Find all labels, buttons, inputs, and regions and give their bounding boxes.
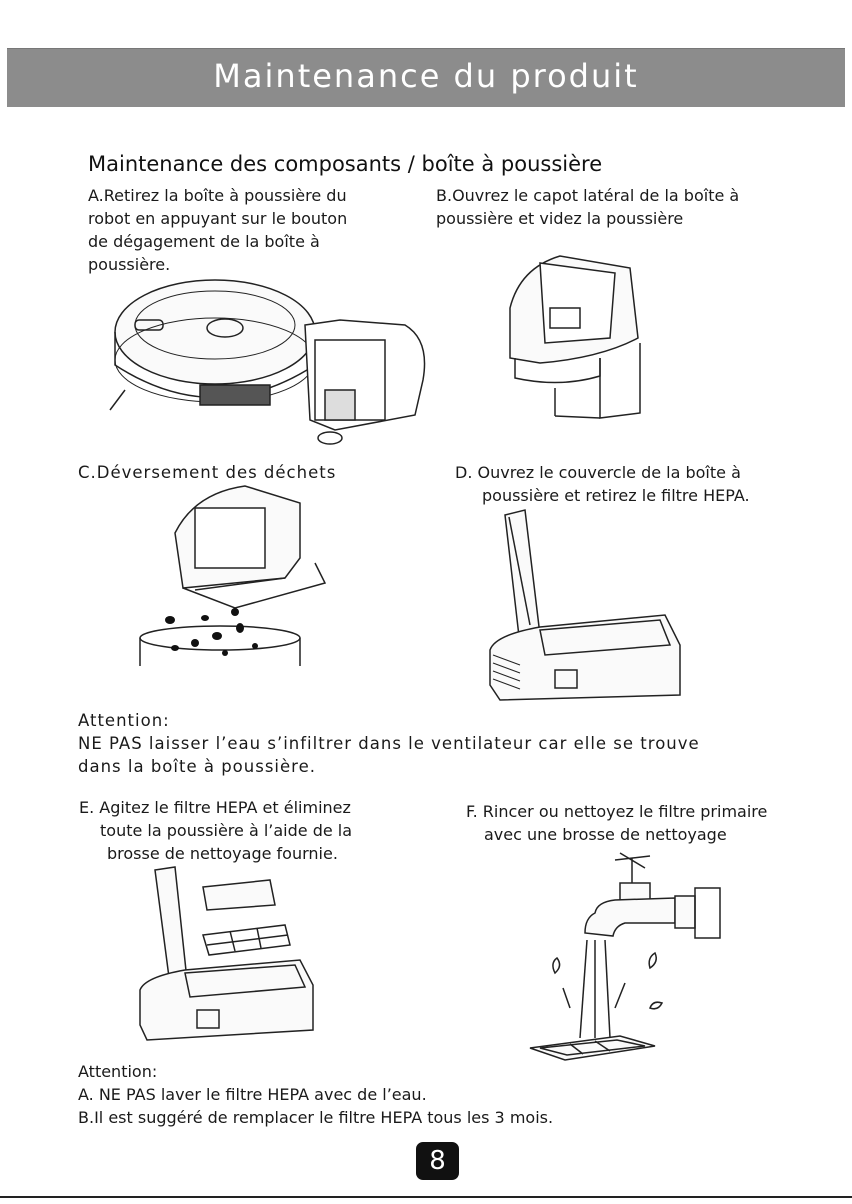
step-d-line: D. Ouvrez le couvercle de la boîte à: [455, 463, 741, 482]
footer-divider: [0, 1196, 852, 1198]
step-f-line: avec une brosse de nettoyage: [484, 825, 727, 844]
step-c-line: C.Déversement des déchets: [78, 463, 337, 482]
dustbin-icon: [500, 248, 650, 423]
attention-2-line: B.Il est suggéré de remplacer le filtre HEPA tous les 3 mois.: [78, 1108, 554, 1127]
step-b-line: poussière et videz la poussière: [436, 209, 684, 228]
step-f-text: [466, 800, 767, 846]
step-a-text: [88, 184, 347, 276]
step-b-line: B.Ouvrez le capot latéral de la boîte à: [436, 186, 740, 205]
robot-vacuum-icon: [105, 270, 435, 450]
section-title: Maintenance des composants / boîte à poussière: [88, 152, 603, 176]
step-e-line: E. Agitez le filtre HEPA et éliminez: [79, 798, 351, 817]
step-a-line: robot en appuyant sur le bouton: [88, 209, 348, 228]
attention-1-line: dans la boîte à poussière.: [78, 757, 316, 776]
page-number: 8: [416, 1142, 459, 1180]
dustbin-filter-icon: [135, 865, 320, 1045]
step-e-line: brosse de nettoyage fournie.: [107, 844, 338, 863]
step-f-line: F. Rincer ou nettoyez le filtre primaire: [466, 802, 768, 821]
header-banner: [7, 48, 845, 107]
hepa-filter-icon: [485, 505, 695, 705]
attention-1-label: Attention:: [78, 711, 170, 730]
step-e-line: toute la poussière à l’aide de la: [100, 821, 353, 840]
attention-2-label: Attention:: [78, 1062, 158, 1081]
attention-1-line: NE PAS laisser l’eau s’infiltrer dans le ventilateur car elle se trouve: [78, 734, 700, 753]
step-d-line: poussière et retirez le filtre HEPA.: [482, 486, 750, 505]
faucet-icon: [525, 848, 725, 1063]
step-a-line: poussière.: [88, 255, 171, 274]
step-e-text: [79, 796, 352, 865]
step-a-line: A.Retirez la boîte à poussière du: [88, 186, 347, 205]
step-d-text: [455, 461, 750, 507]
attention-2: [78, 1060, 553, 1129]
trash-bin-icon: [135, 478, 335, 668]
attention-2-line: A. NE PAS laver le filtre HEPA avec de l’eau.: [78, 1085, 427, 1104]
step-b-text: [436, 184, 739, 230]
step-a-line: de dégagement de la boîte à: [88, 232, 320, 251]
page-title: Maintenance du produit: [213, 57, 639, 95]
attention-1: [78, 709, 700, 778]
